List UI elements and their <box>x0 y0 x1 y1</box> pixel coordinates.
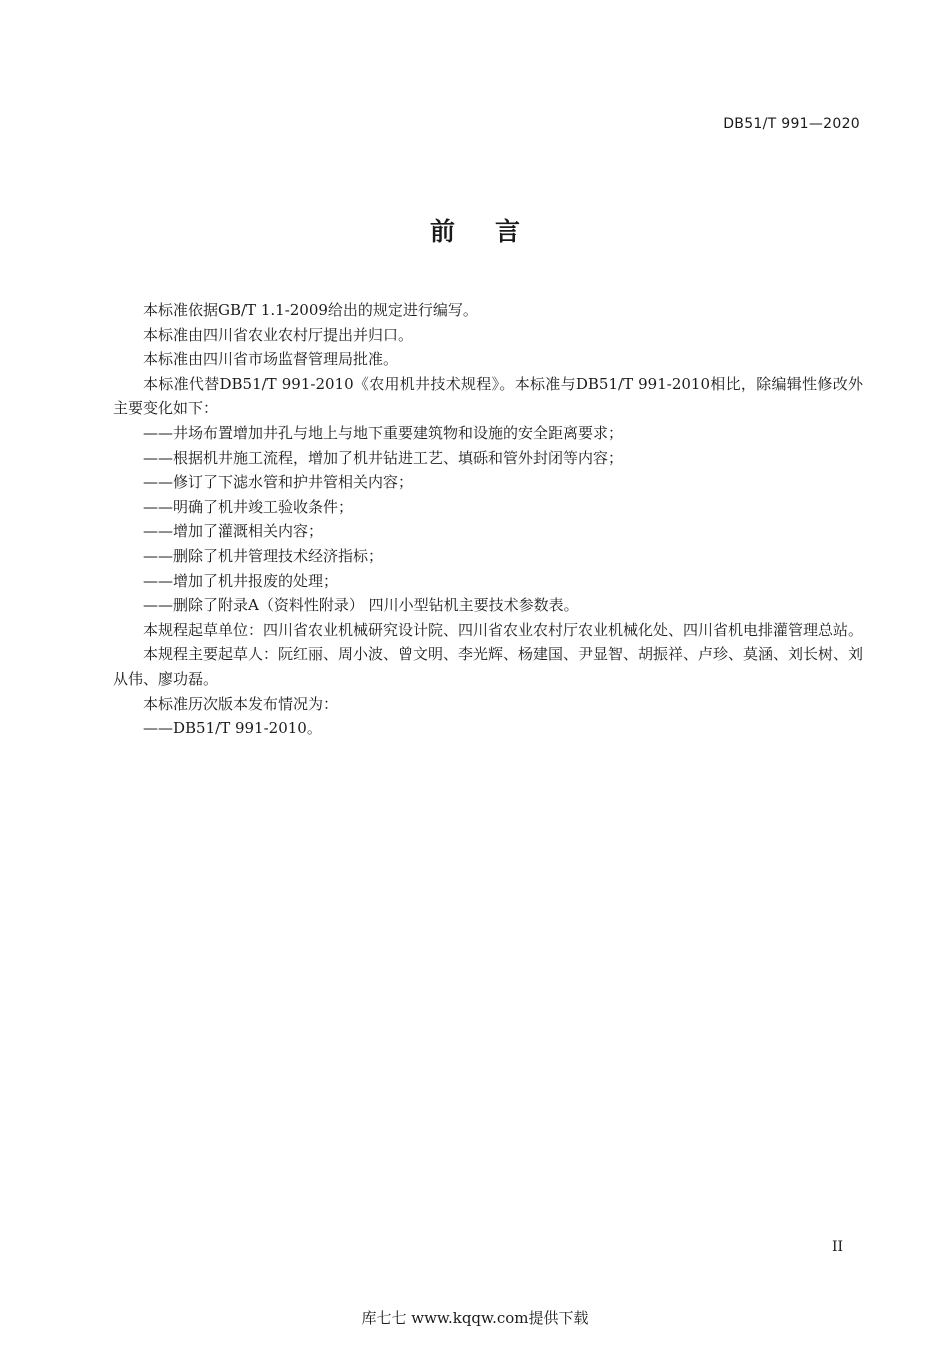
paragraph-replacement: 本标准代替DB51/T 991-2010《农用机井技术规程》。本标准与DB51/T 991-2010相比，除编辑性修改外主要变化如下： <box>113 374 863 418</box>
change-item: ——修订了下滤水管和护井管相关内容； <box>143 473 414 492</box>
change-item: ——井场布置增加井孔与地上与地下重要建筑物和设施的安全距离要求； <box>143 423 624 442</box>
change-item: ——根据机井施工流程，增加了机井钻进工艺、填砾和管外封闭等内容； <box>143 448 624 467</box>
change-item: ——增加了灌溉相关内容； <box>143 522 324 541</box>
paragraph-drafting-units: 本规程起草单位：四川省农业机械研究设计院、四川省农业农村厅农业机械化处、四川省机电排灌管理总站。 <box>143 620 864 639</box>
change-item: ——明确了机井竣工验收条件； <box>143 497 354 516</box>
download-footer: 库七七 www.kqqw.com提供下载 <box>361 1309 589 1327</box>
foreword-body <box>113 298 863 741</box>
change-item: ——增加了机井报废的处理； <box>143 571 339 590</box>
paragraph-history-intro: 本标准历次版本发布情况为： <box>143 694 339 713</box>
paragraph-basis: 本标准依据GB/T 1.1-2009给出的规定进行编写。 <box>143 301 478 319</box>
history-item: ——DB51/T 991-2010。 <box>143 719 322 738</box>
change-item: ——删除了机井管理技术经济指标； <box>143 546 384 565</box>
standard-code: DB51/T 991—2020 <box>723 116 860 132</box>
paragraph-drafters: 本规程主要起草人：阮红丽、周小波、曾文明、李光辉、杨建国、尹显智、胡振祥、卢珍、莫涵、刘长树、刘从伟、廖功磊。 <box>113 645 864 688</box>
paragraph-proposer: 本标准由四川省农业农村厅提出并归口。 <box>143 325 414 344</box>
page-title: 前言 <box>429 217 560 246</box>
page-number: II <box>831 1239 843 1255</box>
paragraph-approver: 本标准由四川省市场监督管理局批准。 <box>143 350 399 369</box>
change-item: ——删除了附录A（资料性附录） 四川小型钻机主要技术参数表。 <box>143 596 579 615</box>
